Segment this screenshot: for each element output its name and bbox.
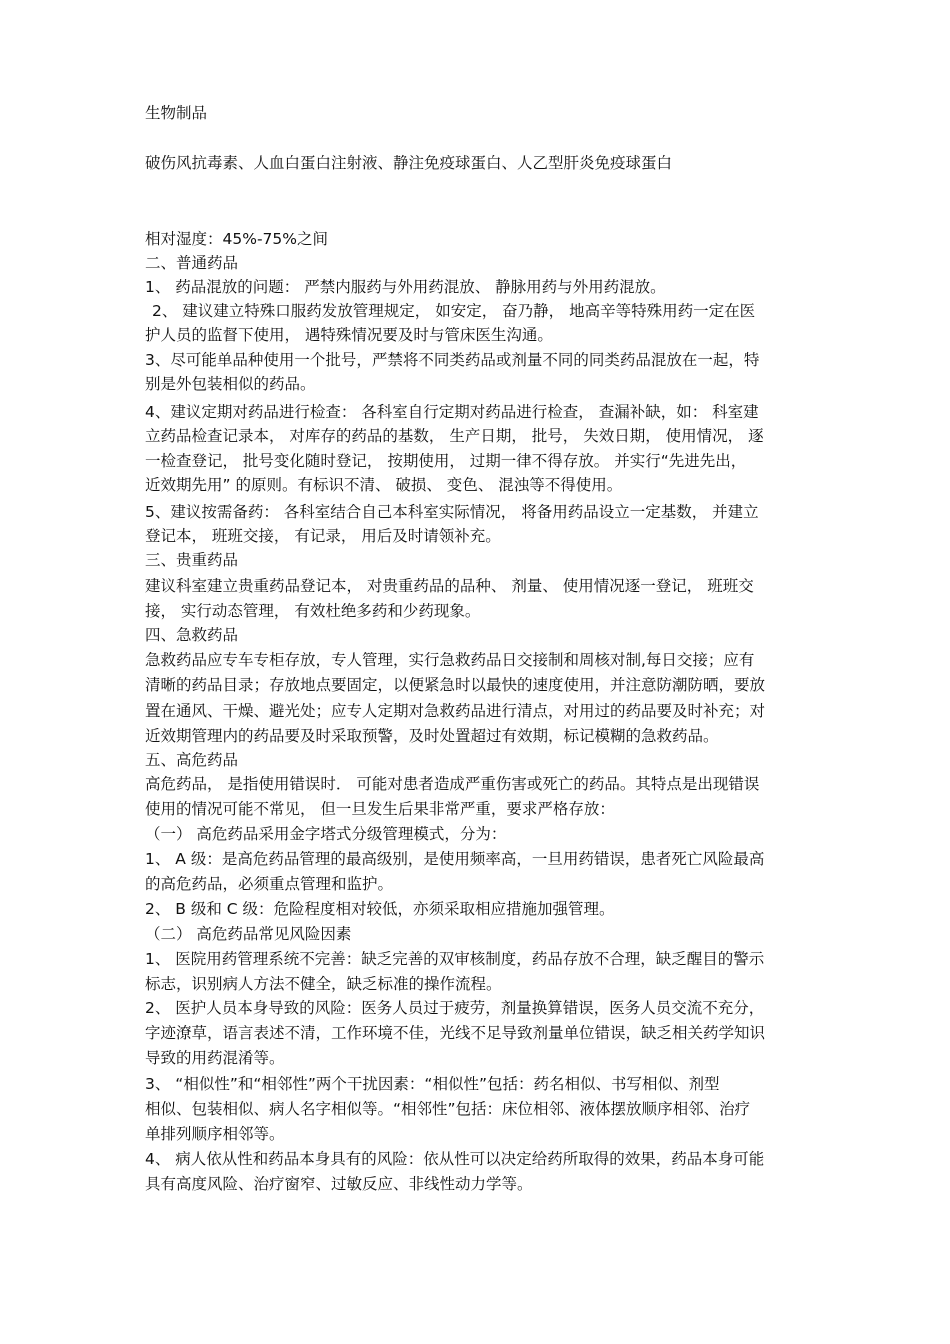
biological-products-list: 破伤风抗毒素、人血白蛋白注射液、静注免疫球蛋白、人乙型肝炎免疫球蛋白 <box>145 154 673 172</box>
text-line: 高危药品， 是指使用错误时． 可能对患者造成严重伤害或死亡的药品。其特点是出现错误 <box>145 775 760 793</box>
text-line: 4、建议定期对药品进行检查： 各科室自行定期对药品进行检查， 查漏补缺，如： 科室建 <box>145 403 759 421</box>
subsection-heading: （一） 高危药品采用金字塔式分级管理模式，分为： <box>145 825 507 843</box>
text-line: 4、 病人依从性和药品本身具有的风险：依从性可以决定给药所取得的效果，药品本身可能 <box>145 1150 765 1168</box>
text-line: 5、建议按需备药： 各科室结合自己本科室实际情况， 将备用药品设立一定基数， 并建立 <box>145 503 759 521</box>
text-line: 立药品检查记录本， 对库存的药品的基数， 生产日期， 批号， 失效日期， 使用情况， 逐 <box>145 427 764 445</box>
subsection-heading: （二） 高危药品常见风险因素 <box>145 925 352 943</box>
section-heading: 五、高危药品 <box>145 751 239 769</box>
text-line: 建议科室建立贵重药品登记本， 对贵重药品的品种、 剂量、 使用情况逐一登记， 班班交 <box>145 577 754 595</box>
text-line: 3、 “相似性”和“相邻性”两个干扰因素：“相似性”包括：药名相似、书写相似、剂型 <box>145 1075 720 1093</box>
text-line: 登记本， 班班交接， 有记录， 用后及时请领补充。 <box>145 527 501 545</box>
text-line: 3、尽可能单品种使用一个批号，严禁将不同类药品或剂量不同的同类药品混放在一起，特 <box>145 351 760 369</box>
text-line: 近效期先用” 的原则。有标识不清、 破损、 变色、 混浊等不得使用。 <box>145 476 623 494</box>
text-line: 单排列顺序相邻等。 <box>145 1125 285 1143</box>
text-line: 别是外包装相似的药品。 <box>145 375 316 393</box>
text-line: 1、 医院用药管理系统不完善：缺乏完善的双审核制度，药品存放不合理，缺乏醒目的警示 <box>145 950 765 968</box>
text-line: 字迹潦草，语言表述不清，工作环境不佳，光线不足导致剂量单位错误，缺乏相关药学知识 <box>145 1024 766 1042</box>
text-line: 2、 B 级和 C 级：危险程度相对较低，亦须采取相应措施加强管理。 <box>145 900 615 918</box>
text-line: 使用的情况可能不常见， 但一旦发生后果非常严重，要求严格存放： <box>145 800 615 818</box>
text-line: 接， 实行动态管理， 有效杜绝多药和少药现象。 <box>145 602 481 620</box>
text-line: 一检查登记， 批号变化随时登记， 按期使用， 过期一律不得存放。 并实行“先进先出， <box>145 452 747 470</box>
text-line: 1、 药品混放的问题： 严禁内服药与外用药混放、 静脉用药与外用药混放。 <box>145 278 666 296</box>
text-line: 标志，识别病人方法不健全，缺乏标准的操作流程。 <box>145 975 502 993</box>
text-line: 相似、包装相似、病人名字相似等。“相邻性”包括：床位相邻、液体摆放顺序相邻、治疗 <box>145 1100 751 1118</box>
text-line: 2、 建议建立特殊口服药发放管理规定， 如安定， 奋乃静， 地高辛等特殊用药一定在医 <box>152 302 756 320</box>
text-line: 1、 A 级：是高危药品管理的最高级别，是使用频率高，一旦用药错误，患者死亡风险最高 <box>145 850 765 868</box>
section-heading: 三、贵重药品 <box>145 551 239 569</box>
text-line: 的高危药品，必须重点管理和监护。 <box>145 875 394 893</box>
text-line: 护人员的监督下使用， 遇特殊情况要及时与管床医生沟通。 <box>145 326 553 344</box>
heading-biological-products: 生物制品 <box>145 104 208 122</box>
section-heading: 二、普通药品 <box>145 254 239 272</box>
text-line: 置在通风、干燥、避光处；应专人定期对急救药品进行清点，对用过的药品要及时补充；对 <box>145 702 766 720</box>
text-line: 近效期管理内的药品要及时采取预警，及时处置超过有效期，标记模糊的急救药品。 <box>145 727 719 745</box>
text-line: 2、 医护人员本身导致的风险：医务人员过于疲劳，剂量换算错误，医务人员交流不充分， <box>145 999 765 1017</box>
text-line: 急救药品应专车专柜存放，专人管理，实行急救药品日交接制和周核对制,每日交接；应有 <box>145 651 755 669</box>
section-heading: 四、急救药品 <box>145 626 239 644</box>
text-line: 清晰的药品目录；存放地点要固定，以便紧急时以最快的速度使用，并注意防潮防晒，要放 <box>145 676 766 694</box>
text-line: 具有高度风险、治疗窗窄、过敏反应、非线性动力学等。 <box>145 1175 533 1193</box>
text-line: 导致的用药混淆等。 <box>145 1049 285 1067</box>
text-line: 相对湿度：45%-75%之间 <box>145 230 328 248</box>
